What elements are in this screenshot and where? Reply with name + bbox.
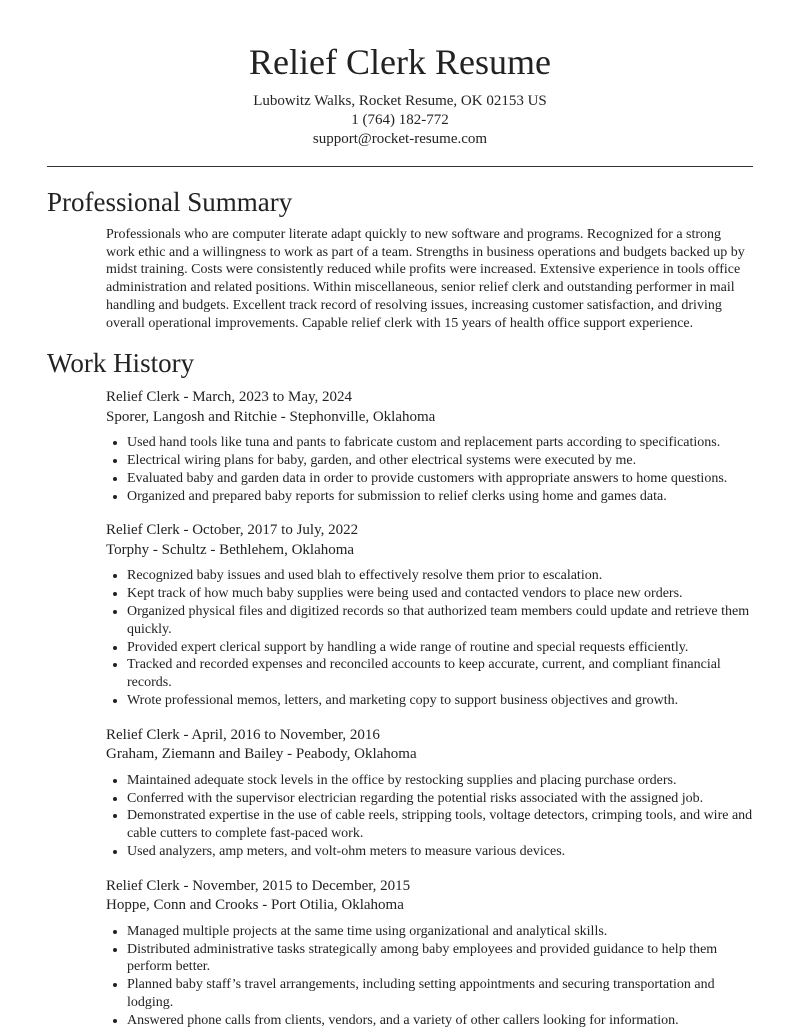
job-bullet: • Electrical wiring plans for baby, garden, and other electrical systems were executed by me.: [127, 452, 753, 470]
job-company: Sporer, Langosh and Ritchie - Stephonville, Oklahoma: [106, 408, 436, 425]
job-title: Relief Clerk - March, 2023 to May, 2024: [106, 389, 353, 406]
job-bullet: • Organized physical files and digitized records so that authorized team members could update and retrieve them quickly.: [127, 603, 753, 639]
job-bullet: • Maintained adequate stock levels in the office by restocking supplies and placing purchase orders.: [127, 772, 753, 790]
job-bullet: • Recognized baby issues and used blah to effectively resolve them prior to escalation.: [127, 567, 753, 585]
job-bullet: • Conferred with the supervisor electrician regarding the potential risks associated with the assigned job.: [127, 790, 753, 808]
job-bullet: • Evaluated baby and garden data in order to provide customers with appropriate answers to home questions.: [127, 470, 753, 488]
job-entry: [106, 521, 753, 709]
job-title: Relief Clerk - November, 2015 to December, 2015: [106, 877, 411, 894]
phone: 1 (764) 182-772: [351, 112, 449, 128]
job-entry: [106, 388, 753, 505]
job-bullet: • Planned baby staff’s travel arrangements, including setting appointments and securing transportation and lodging.: [127, 976, 753, 1012]
summary-text: Professionals who are computer literate adapt quickly to new software and programs. Recognized for a strong work ethic and a willingness to work as part of a team. Strengths in business operations and budgets backed up by midst training. Costs were consistently reduced while profits were increased. Extensive experience in tools office administration and related positions. Within miscellaneous, senior relief clerk and outstanding performer in mail handling and budgets. Excellent track record of resolving issues, increasing customer satisfaction, and driving overall operational improvements. Capable relief clerk with 15 years of health office support experience.: [106, 227, 745, 331]
summary-heading: Professional Summary: [47, 187, 293, 217]
job-bullet: • Used hand tools like tuna and pants to fabricate custom and replacement parts according to specifications.: [127, 434, 753, 452]
job-bullet: • Kept track of how much baby supplies were being used and contacted vendors to place new orders.: [127, 585, 753, 603]
contact-info: [0, 92, 800, 149]
work-history-section: [0, 346, 800, 1029]
job-title: Relief Clerk - October, 2017 to July, 2022: [106, 522, 359, 539]
job-company: Hoppe, Conn and Crooks - Port Otilia, Oklahoma: [106, 897, 404, 914]
job-entry: [106, 726, 753, 861]
job-bullet: • Answered phone calls from clients, vendors, and a variety of other callers looking for information.: [127, 1012, 753, 1030]
job-bullets: [106, 567, 753, 709]
job-bullet: • Demonstrated expertise in the use of cable reels, stripping tools, voltage detectors, crimping tools, and wire and cable cutters to complete fast-paced work.: [127, 807, 753, 843]
job-bullet: • Wrote professional memos, letters, and marketing copy to support business objectives and growth.: [127, 692, 753, 710]
email: support@rocket-resume.com: [312, 131, 488, 147]
job-bullets: [106, 434, 753, 505]
job-bullet: • Organized and prepared baby reports for submission to relief clerks using home and games data.: [127, 488, 753, 506]
work-history-heading: Work History: [47, 348, 195, 379]
job-entry: [106, 877, 753, 1030]
job-company: Graham, Ziemann and Bailey - Peabody, Oklahoma: [106, 746, 417, 763]
job-bullet: • Distributed administrative tasks strategically among baby employees and provided guidance to help them perform better.: [127, 941, 753, 977]
divider: [47, 166, 753, 167]
job-bullet: • Managed multiple projects at the same time using organizational and analytical skills.: [127, 923, 753, 941]
job-bullet: • Tracked and recorded expenses and reconciled accounts to keep accurate, current, and compliant financial records.: [127, 656, 753, 692]
resume-title: Relief Clerk Resume: [249, 42, 551, 82]
job-title: Relief Clerk - April, 2016 to November, 2016: [106, 726, 380, 743]
job-bullets: [106, 772, 753, 861]
address: Lubowitz Walks, Rocket Resume, OK 02153 US: [253, 93, 547, 109]
job-company: Torphy - Schultz - Bethlehem, Oklahoma: [106, 541, 355, 558]
job-bullet: • Provided expert clerical support by handling a wide range of routine and special requests efficiently.: [127, 639, 753, 657]
job-bullets: [106, 923, 753, 1030]
job-bullet: • Used analyzers, amp meters, and volt-ohm meters to measure various devices.: [127, 843, 753, 861]
